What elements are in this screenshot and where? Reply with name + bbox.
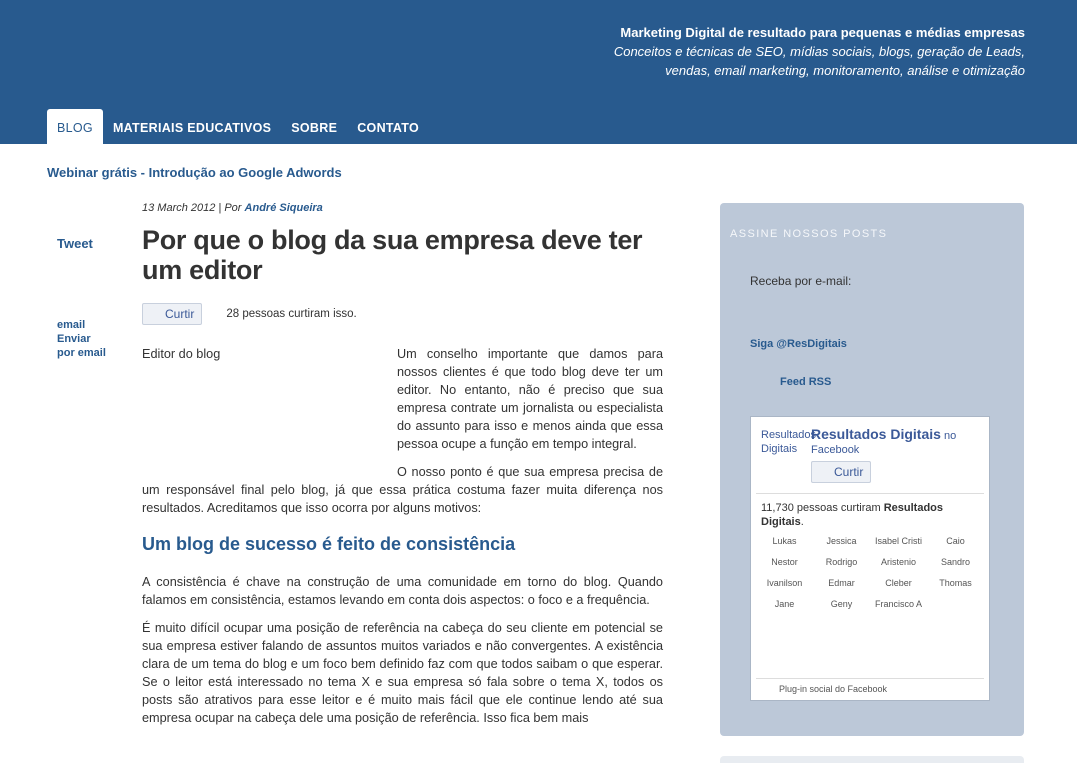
facebook-face[interactable]: Francisco A — [874, 599, 923, 609]
count-page-name: Resultados Digitais — [761, 502, 943, 528]
post-meta — [142, 202, 663, 214]
facebook-faces-grid — [756, 535, 984, 610]
facebook-like-count — [761, 501, 981, 529]
facebook-face[interactable]: Aristenio — [880, 557, 916, 567]
facebook-page-name[interactable]: Resultados Digitais — [811, 426, 941, 442]
subscribe-sidebar — [720, 203, 1024, 736]
post-date: 13 March 2012 | Por — [142, 202, 245, 214]
facebook-like-box — [750, 416, 990, 701]
facebook-face[interactable]: Cleber — [885, 578, 912, 588]
nav-blog[interactable]: BLOG — [47, 109, 103, 144]
section-heading: Um blog de sucesso é feito de consistência — [142, 534, 516, 554]
facebook-like-button[interactable]: Curtir — [811, 461, 871, 483]
email-label: email — [57, 319, 86, 331]
image-caption: Editor do blog — [142, 347, 221, 361]
post-like-row — [142, 303, 663, 325]
nav-materiais-educativos[interactable]: MATERIAIS EDUCATIVOS — [112, 121, 272, 135]
receive-by-email-label: Receba por e-mail: — [750, 274, 852, 288]
blog-post — [142, 202, 663, 737]
sidebar-next-widget — [720, 756, 1024, 763]
facebook-face[interactable]: Caio — [946, 536, 965, 546]
facebook-face[interactable]: Nestor — [771, 557, 798, 567]
count-suffix: . — [800, 516, 804, 528]
on-facebook-label: no Facebook — [811, 430, 957, 456]
facebook-face[interactable]: Jane — [774, 599, 795, 609]
paragraph-1: Um conselho importante que damos para nossos clientes é que todo blog deve ter um editor. No entanto, não é preciso que sua empresa contrate um jornalista ou especialista do assunto para isso e menos ainda que essa pessoa ocupe a função em tempo integral. — [397, 347, 663, 451]
sidebar-title: ASSINE NOSSOS POSTS — [730, 228, 888, 240]
post-content — [142, 345, 663, 727]
divider — [756, 493, 984, 494]
site-tagline — [595, 24, 1025, 80]
webinar-link[interactable]: Webinar grátis - Introdução ao Google Adwords — [47, 165, 342, 180]
tweet-button[interactable]: Tweet — [57, 236, 93, 251]
tagline-subtitle: Conceitos e técnicas de SEO, mídias sociais, blogs, geração de Leads, vendas, email marketing, monitoramento, análise e otimização — [613, 44, 1025, 78]
facebook-plugin-footer[interactable]: Plug-in social do Facebook — [756, 678, 984, 694]
facebook-face[interactable]: Edmar — [828, 578, 855, 588]
follow-twitter-link[interactable]: Siga @ResDigitais — [750, 338, 847, 350]
facebook-face[interactable]: Rodrigo — [825, 557, 858, 567]
facebook-face[interactable]: Isabel Cristi — [874, 536, 922, 546]
paragraph-2: O nosso ponto é que sua empresa precisa de um responsável final pelo blog, já que essa prática costuma fazer muita diferença nos resultados. Acreditamos que isso ocorra por alguns motivos: — [142, 465, 663, 515]
send-label: Enviar — [57, 333, 91, 345]
post-like-count: 28 pessoas curtiram isso. — [226, 308, 357, 320]
count-prefix: 11,730 pessoas curtiram — [761, 502, 884, 514]
post-author[interactable]: André Siqueira — [244, 202, 323, 214]
post-like-button[interactable]: Curtir — [142, 303, 202, 325]
tagline-title: Marketing Digital de resultado para pequenas e médias empresas — [620, 25, 1025, 40]
facebook-face[interactable]: Geny — [830, 599, 853, 609]
by-email-label: por email — [57, 347, 106, 359]
facebook-page-logo[interactable]: Resultados Digitais — [761, 429, 817, 455]
nav-contato[interactable]: CONTATO — [357, 121, 420, 135]
facebook-page-title — [811, 427, 989, 457]
facebook-face[interactable]: Thomas — [939, 578, 972, 588]
facebook-face[interactable]: Ivanilson — [766, 578, 803, 588]
facebook-face[interactable]: Lukas — [772, 536, 797, 546]
site-header — [0, 0, 1077, 144]
paragraph-4: É muito difícil ocupar uma posição de referência na cabeça do seu cliente em potencial se sua empresa estiver falando de assuntos muitos variados e não convergentes. A existência clara de um tema do blog e um foco bem definido faz com que todos saibam o que esperar. Se o leitor está interessado no tema X e sua empresa só fala sobre o tema X, todos os posts são atrativos para esse leitor e é muito mais fácil que ele continue lendo até sua empresa ocupar na cabeça dele uma posição de referência. Isso fica bem mais — [142, 621, 663, 725]
facebook-like-wrap — [811, 463, 871, 481]
paragraph-3: A consistência é chave na construção de uma comunidade em torno do blog. Quando falamos em consistência, estamos levando em conta dois aspectos: o foco e a frequência. — [142, 575, 663, 607]
nav-sobre[interactable]: SOBRE — [291, 121, 338, 135]
email-share-button[interactable] — [57, 318, 106, 360]
rss-feed-link[interactable]: Feed RSS — [780, 376, 832, 388]
post-title[interactable]: Por que o blog da sua empresa deve ter um editor — [142, 225, 643, 285]
main-nav — [47, 109, 429, 144]
facebook-face[interactable]: Sandro — [940, 557, 971, 567]
facebook-face[interactable]: Jessica — [826, 536, 857, 546]
